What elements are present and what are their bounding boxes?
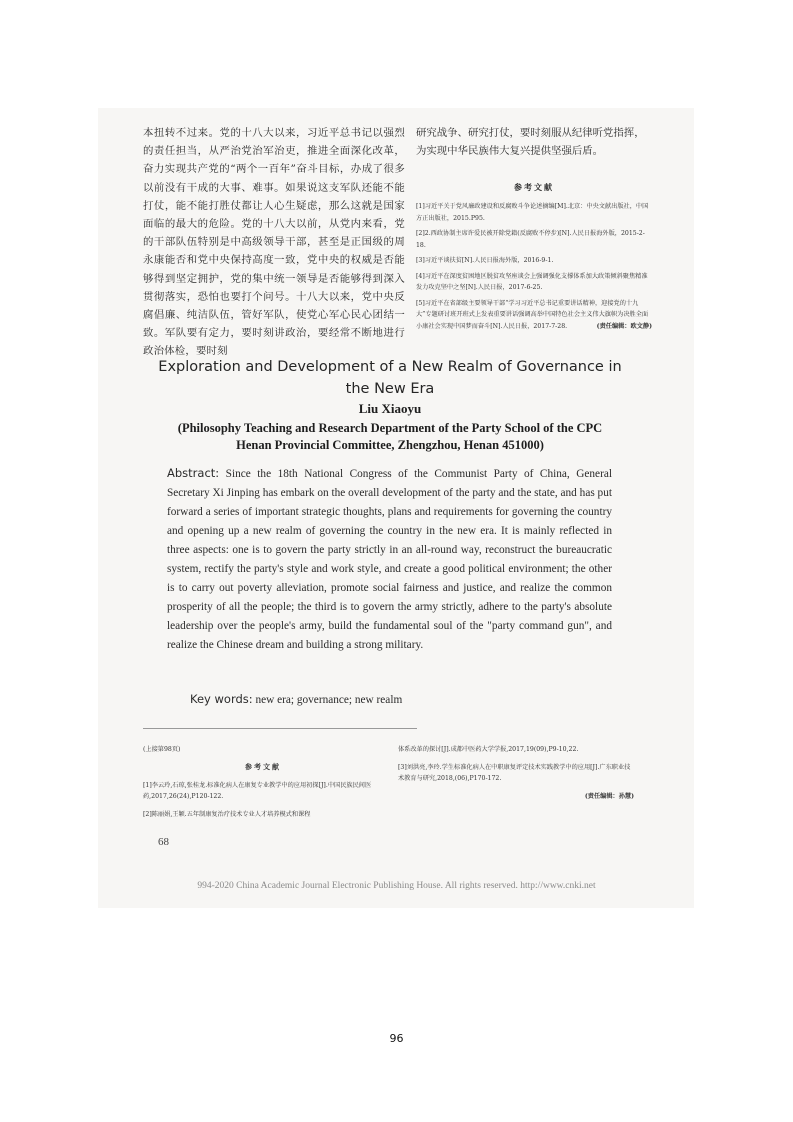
bottom-references-heading: 参考文献 (245, 761, 281, 771)
abstract-text: Since the 18th National Congress of the Communist Party of China, General Secretary Xi Jinping has embark on the overall development of the party and the state, and has put forward a series of important strategic thoughts, plans and requirements for governing the country and opening up a new realm of governing the country in the new era. It is mainly reflected in three aspects: one is to govern the party strictly in an all-round way, reconstruct the bureaucratic system, rectify the party's style and work style, and create a good political environment; the other is to carry out poverty alleviation, promote social fairness and justice, and realize the common prosperity of all the people; the third is to govern the army strictly, adhere to the party's absolute leadership over the people's army, build the fundamental soul of the "party command gun", and realize the Chinese dream and building a strong military. (167, 468, 612, 651)
references-heading: 参考文献 (514, 182, 554, 193)
reference-item: 体系改革的探讨[J].成都中医药大学学报,2017,19(09),P9-10,22. (398, 746, 579, 753)
title-line-1: Exploration and Development of a New Realm of Governance in (158, 359, 622, 375)
reference-item: [1]习近平关于党风廉政建设和反腐败斗争论述摘编[M].北京：中央文献出版社，中国方正出版社，2015.P95. (416, 203, 649, 222)
journal-page-number: 68 (158, 836, 169, 848)
page-number: 96 (389, 1032, 404, 1045)
section-divider (143, 728, 417, 729)
reference-text: [5]习近平在省部级主要领导干部“学习习近平总书记重要讲话精神，迎接党的十九大”专题研讨班开班式上发表重要讲话强调高举中国特色社会主义伟大旗帜为决胜全面小康社会实现中国梦而奋斗[N].人民日报，2017-7-28. (416, 299, 649, 330)
keywords (190, 692, 610, 706)
copyright-notice: 994-2020 China Academic Journal Electronic Publishing House. All rights reserved. http://www.cnki.net (197, 881, 596, 891)
keywords-label: Key words: (190, 692, 253, 706)
abstract-label: Abstract: (167, 466, 220, 480)
right-text-column (416, 124, 652, 336)
author-affiliation (150, 420, 630, 454)
title-line-2: the New Era (345, 381, 435, 397)
reference-item: [3]习近平谈扶贫[N].人民日报海外版，2016-9-1. (416, 257, 554, 265)
english-title (150, 356, 630, 400)
abstract (167, 464, 612, 655)
left-text-column (143, 124, 405, 361)
bottom-left-column (143, 744, 383, 826)
left-column-paragraph: 本扭转不过来。党的十八大以来，习近平总书记以强烈的责任担当，从严治党治军治吏，推进全面深化改革，奋力实现共产党的“两个一百年”奋斗目标，办成了很多以前没有干成的大事、难事。如果说这支军队还能不能打仗，能不能打胜仗都让人心生疑虑，那么这就是国家面临的最大的危险。党的十八大以前，从党内来看，党的干部队伍特别是中高级领导干部，甚至是正国级的周永康能否和党中央保持高度一致，党中央的权威是否能够得到坚定拥护，党的集中统一领导是否能够得到深入贯彻落实，恐怕也要打个问号。十八大以来，党中央反腐倡廉、纯洁队伍，管好军队，使党心军心民心团结一致。军队要有定力，要时刻讲政治，要经常不断地进行政治体检，要时刻 (143, 127, 405, 358)
keywords-text: new era; governance; new realm (255, 694, 403, 706)
reference-item: [2]陈丽娟,王颖.五年制康复治疗技术专业人才培养模式和课程 (143, 810, 311, 818)
responsible-editor: (责任编辑：欧文静) (596, 322, 652, 330)
reference-item: [4]习近平在深度贫困地区脱贫攻坚座谈会上强调强化支撑体系加大政策倾斜聚焦精准发力攻克坚中之坚[N].人民日报，2017-6-25. (416, 272, 648, 292)
affiliation-line-1: (Philosophy Teaching and Research Department of the Party School of the CPC (177, 421, 603, 435)
right-column-paragraph: 研究战争、研究打仗，要时刻服从纪律听党指挥，为实现中华民族伟大复兴提供坚强后盾。 (416, 127, 645, 158)
continued-from-note: (上接第98页) (143, 746, 181, 753)
responsible-editor: (责任编辑：孙慧) (584, 792, 634, 800)
bottom-right-column (398, 744, 634, 808)
reference-item: [2]2.西政协制主席许爱民被开除党籍(反腐败不停步)[N].人民日报海外版，2015-2-18. (416, 230, 645, 249)
affiliation-line-2: Henan Provincial Committee, Zhengzhou, Henan 451000) (236, 438, 544, 452)
reference-item: [3]刘洪亮,李玲.学生标准化病人在中职康复评定技术实践教学中的应用[J].广东职业技术教育与研究,2018,(06),P170-172. (398, 763, 631, 782)
reference-item (416, 298, 652, 333)
reference-item: [1]李云玲,石琼,张桂龙.标准化病人在康复专业教学中的应用初探[J].中国民族民间医药,2017,26(24),P120-122. (143, 781, 372, 800)
author-name: Liu Xiaoyu (358, 401, 422, 416)
